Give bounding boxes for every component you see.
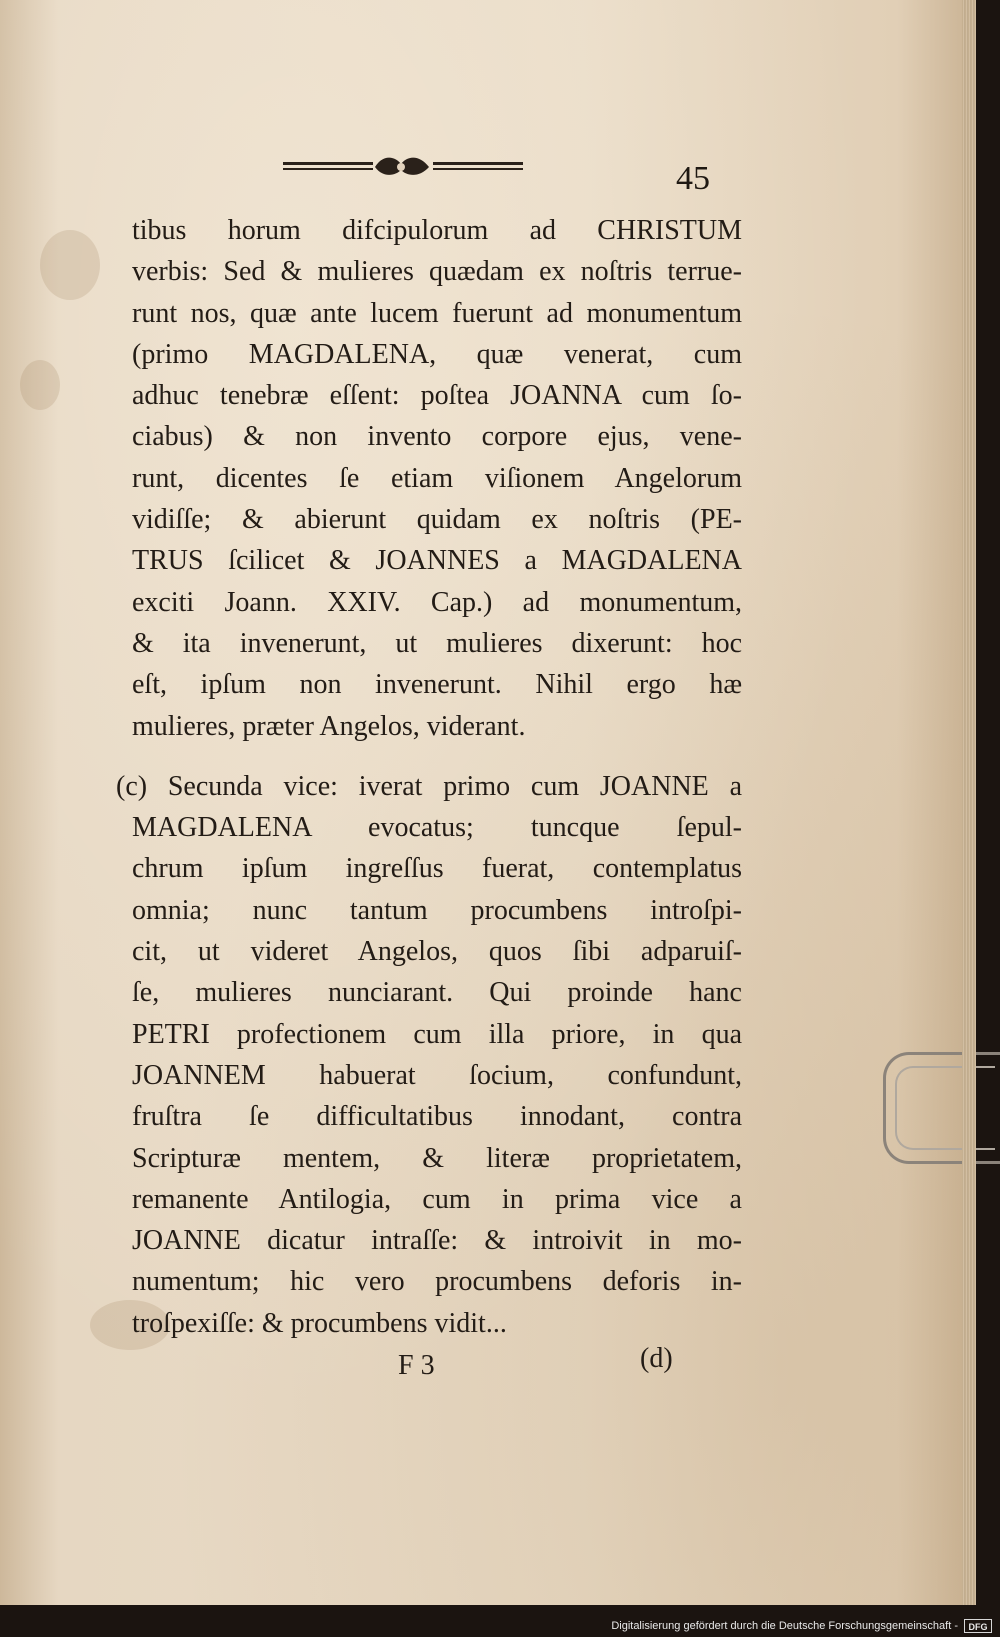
page-number: 45 (676, 160, 710, 197)
text-line: & ita invenerunt, ut mulieres dixerunt: hoc (132, 627, 742, 659)
text-line: verbis: Sed & mulieres quædam ex noſtris terrue- (132, 256, 742, 288)
footnote-line: remanente Antilogia, cum in prima vice a (132, 1183, 742, 1215)
dfg-credit: Digitalisierung gefördert durch die Deutsche Forschungsgemeinschaft - (611, 1620, 958, 1632)
text-line: (primo MAGDALENA, quæ venerat, cum (132, 338, 742, 370)
page-clip-inner (895, 1066, 995, 1150)
text-line: tibus horum difcipulorum ad CHRISTUM (132, 215, 742, 246)
dfg-logo: DFG (964, 1619, 992, 1633)
footnote-line: JOANNE dicatur intraſſe: & introivit in mo- (132, 1225, 742, 1257)
footnote-line: omnia; nunc tantum procumbens introſpi- (132, 894, 742, 926)
paper-stain (20, 360, 60, 410)
footnote-line: (c) Secunda vice: iverat primo cum JOANNE a (116, 770, 742, 802)
footnote-line: troſpexiſſe: & procumbens vidit... (132, 1307, 507, 1339)
text-line: ciabus) & non invento corpore ejus, vene- (132, 421, 742, 453)
footnote-line: JOANNEM habuerat ſocium, confundunt, (132, 1059, 742, 1091)
footnote-line: numentum; hic vero procumbens deforis in- (132, 1266, 742, 1298)
main-text (116, 210, 742, 1344)
text-line: TRUS ſcilicet & JOANNES a MAGDALENA (132, 545, 742, 577)
footnote-line: fruſtra ſe difficultatibus innodant, contra (132, 1101, 742, 1133)
text-line: mulieres, præter Angelos, viderant. (132, 710, 526, 742)
text-line: runt nos, quæ ante lucem fuerunt ad monumentum (132, 297, 742, 329)
catchword: (d) (640, 1343, 673, 1374)
text-line: runt, dicentes ſe etiam viſionem Angelorum (132, 462, 742, 494)
ornament-headpiece (283, 150, 523, 184)
text-line: adhuc tenebræ eſſent: poſtea JOANNA cum ſo- (132, 380, 742, 412)
signature-mark: F 3 (398, 1350, 435, 1381)
footnote-line: PETRI profectionem cum illa priore, in qua (132, 1018, 742, 1050)
text-line: eſt, ipſum non invenerunt. Nihil ergo hæ (132, 669, 742, 701)
footnote-line: chrum ipſum ingreſſus fuerat, contemplatus (132, 853, 742, 885)
text-line: exciti Joann. XXIV. Cap.) ad monumentum, (132, 586, 742, 618)
footnote-line: cit, ut videret Angelos, quos ſibi adparuiſ- (132, 936, 742, 968)
fore-edge (962, 0, 976, 1605)
footnote-line: ſe, mulieres nunciarant. Qui proinde hanc (132, 977, 742, 1009)
footnote-line: MAGDALENA evocatus; tuncque ſepul- (132, 812, 742, 844)
footnote-line: Scripturæ mentem, & literæ proprietatem, (132, 1142, 742, 1174)
paper-stain (40, 230, 100, 300)
text-line: vidiſſe; & abierunt quidam ex noſtris (PE- (132, 504, 742, 536)
